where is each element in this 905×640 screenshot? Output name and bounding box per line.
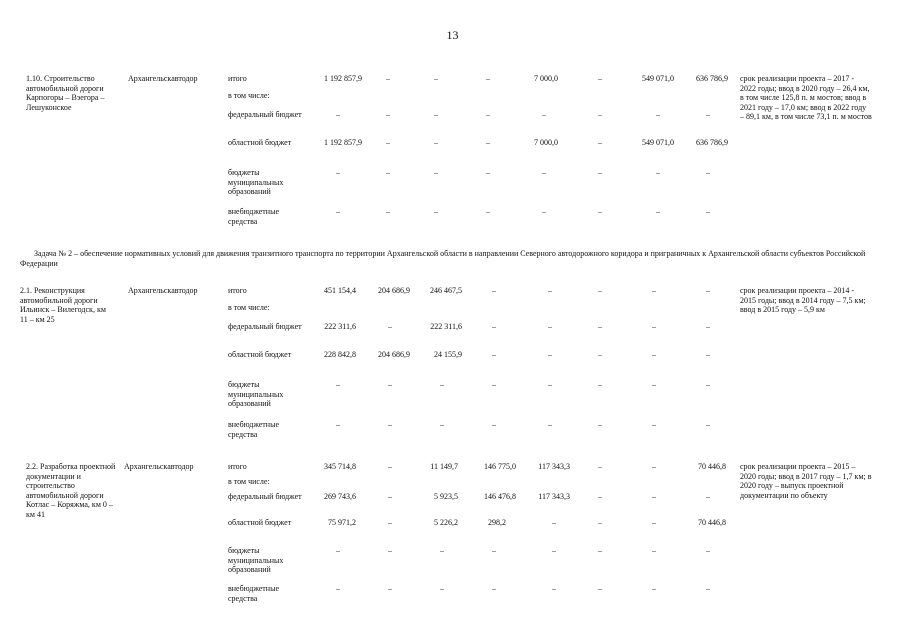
- value-cell: –: [440, 584, 444, 593]
- value-cell: –: [706, 168, 710, 177]
- task-heading: Задача № 2 – обеспечение нормативных условий для движения транзитного транспорта по территории Архангельской области в направлении Северного автодорожного коридора и приграничных к Архангельской области субъектов Российской Федерации: [20, 249, 866, 268]
- value-cell: –: [652, 380, 656, 389]
- value-cell: –: [386, 207, 390, 216]
- value-cell: –: [336, 584, 340, 593]
- source-total: итого: [228, 462, 247, 471]
- value-cell: –: [598, 492, 602, 501]
- source-total: итого: [228, 74, 247, 83]
- value-cell: 7 000,0: [534, 138, 558, 147]
- project-name: 1.10. Строительство автомобильной дороги Карпогоры – Вэегора – Лешуконское: [26, 74, 105, 112]
- value-cell: –: [434, 168, 438, 177]
- value-cell: –: [552, 546, 556, 555]
- value-cell: –: [336, 546, 340, 555]
- value-cell: –: [598, 138, 602, 147]
- source-municipal: бюджеты муниципальных образований: [228, 546, 284, 575]
- source-federal: федеральный бюджет: [228, 322, 302, 331]
- value-cell: –: [706, 584, 710, 593]
- value-cell: –: [598, 322, 602, 331]
- value-cell: 636 786,9: [696, 138, 728, 147]
- value-cell: –: [598, 518, 602, 527]
- source-extrabudgetary: внебюджетные средства: [228, 584, 279, 603]
- value-cell: 549 071,0: [642, 138, 674, 147]
- value-cell: 146 775,0: [484, 462, 516, 471]
- source-extrabudgetary: внебюджетные средства: [228, 420, 279, 439]
- project-comment: срок реализации проекта – 2014 - 2015 годы; ввод в 2014 году – 7,5 км; ввод в 2015 году – 5,9 км: [740, 286, 866, 315]
- value-cell: –: [552, 584, 556, 593]
- value-cell: 70 446,8: [698, 518, 726, 527]
- value-cell: –: [706, 322, 710, 331]
- value-cell: –: [706, 420, 710, 429]
- value-cell: 5 226,2: [434, 518, 458, 527]
- value-cell: –: [706, 546, 710, 555]
- value-cell: –: [598, 380, 602, 389]
- value-cell: –: [542, 168, 546, 177]
- value-cell: –: [492, 350, 496, 359]
- value-cell: –: [388, 584, 392, 593]
- value-cell: –: [434, 74, 438, 83]
- value-cell: –: [598, 168, 602, 177]
- value-cell: 24 155,9: [434, 350, 462, 359]
- value-cell: –: [652, 350, 656, 359]
- value-cell: –: [552, 518, 556, 527]
- value-cell: –: [656, 207, 660, 216]
- value-cell: 7 000,0: [534, 74, 558, 83]
- value-cell: 204 686,9: [378, 286, 410, 295]
- value-cell: –: [548, 420, 552, 429]
- value-cell: 117 343,3: [538, 492, 570, 501]
- value-cell: –: [706, 350, 710, 359]
- source-federal: федеральный бюджет: [228, 492, 302, 501]
- value-cell: 549 071,0: [642, 74, 674, 83]
- value-cell: –: [598, 584, 602, 593]
- value-cell: –: [388, 380, 392, 389]
- value-cell: –: [652, 420, 656, 429]
- project-name: 2.1. Реконструкция автомобильной дороги Ильинск – Вилегодск, км 11 – км 25: [20, 286, 106, 324]
- value-cell: –: [386, 74, 390, 83]
- value-cell: –: [652, 518, 656, 527]
- value-cell: –: [548, 380, 552, 389]
- value-cell: –: [492, 322, 496, 331]
- value-total: 1 192 857,9: [324, 74, 362, 83]
- value-cell: –: [706, 286, 710, 295]
- source-regional: областной бюджет: [228, 350, 292, 359]
- value-cell: 298,2: [488, 518, 506, 527]
- value-cell: 269 743,6: [324, 492, 356, 501]
- value-cell: –: [440, 420, 444, 429]
- value-cell: –: [706, 110, 710, 119]
- value-cell: –: [486, 138, 490, 147]
- project-comment: срок реализации проекта – 2017 - 2022 годы; ввод в 2020 году – 26,4 км, в том числе 125,8 п. м мостов; ввод в 2021 году – 17,0 км; ввод в 2022 году – 89,1 км, в том числе 73,1 п. м мостов: [740, 74, 872, 122]
- value-cell: 222 311,6: [324, 322, 356, 331]
- value-cell: 70 446,8: [698, 462, 726, 471]
- value-cell: –: [598, 207, 602, 216]
- value-cell: 246 467,5: [430, 286, 462, 295]
- value-cell: –: [388, 518, 392, 527]
- value-cell: –: [548, 350, 552, 359]
- value-cell: –: [388, 322, 392, 331]
- value-cell: –: [548, 286, 552, 295]
- value-cell: –: [440, 546, 444, 555]
- value-cell: –: [486, 74, 490, 83]
- project-name: 2.2. Разработка проектной документации и строительство автомобильной дороги Котлас – Коряжма, км 0 – км 41: [26, 462, 116, 519]
- value-cell: –: [486, 110, 490, 119]
- value-cell: –: [598, 462, 602, 471]
- value-cell: –: [492, 546, 496, 555]
- value-cell: –: [652, 584, 656, 593]
- value-cell: –: [386, 138, 390, 147]
- value-cell: 222 311,6: [430, 322, 462, 331]
- source-including: в том числе:: [228, 303, 270, 312]
- value-cell: –: [492, 286, 496, 295]
- value-cell: 146 476,8: [484, 492, 516, 501]
- value-cell: –: [388, 420, 392, 429]
- value-cell: –: [336, 380, 340, 389]
- source-extrabudgetary: внебюджетные средства: [228, 207, 279, 226]
- value-cell: –: [336, 110, 340, 119]
- value-cell: –: [336, 207, 340, 216]
- value-cell: –: [598, 74, 602, 83]
- source-regional: областной бюджет: [228, 138, 292, 147]
- source-total: итого: [228, 286, 247, 295]
- value-cell: –: [434, 110, 438, 119]
- value-cell: –: [336, 168, 340, 177]
- value-cell: –: [652, 546, 656, 555]
- value-cell: –: [434, 138, 438, 147]
- value-cell: –: [598, 286, 602, 295]
- organization: Архангельскавтодор: [124, 462, 194, 471]
- value-cell: –: [652, 492, 656, 501]
- organization: Архангельскавтодор: [128, 74, 198, 83]
- value-cell: –: [706, 380, 710, 389]
- value-cell: –: [652, 286, 656, 295]
- source-federal: федеральный бюджет: [228, 110, 302, 119]
- source-regional: областной бюджет: [228, 518, 292, 527]
- value-cell: –: [492, 380, 496, 389]
- value-cell: 228 842,8: [324, 350, 356, 359]
- value-total: 451 154,4: [324, 286, 356, 295]
- organization: Архангельскавтодор: [128, 286, 198, 295]
- value-cell: –: [656, 168, 660, 177]
- value-cell: –: [598, 420, 602, 429]
- value-cell: 75 971,2: [328, 518, 356, 527]
- value-cell: –: [542, 207, 546, 216]
- value-cell: –: [336, 420, 340, 429]
- value-cell: –: [486, 168, 490, 177]
- source-municipal: бюджеты муниципальных образований: [228, 168, 284, 197]
- value-cell: –: [706, 207, 710, 216]
- value-cell: 11 149,7: [430, 462, 458, 471]
- source-including: в том числе:: [228, 477, 270, 486]
- page-number: 13: [446, 28, 459, 42]
- value-cell: –: [386, 110, 390, 119]
- value-cell: –: [434, 207, 438, 216]
- value-cell: –: [388, 462, 392, 471]
- value-cell: –: [492, 420, 496, 429]
- value-cell: 5 923,5: [434, 492, 458, 501]
- source-municipal: бюджеты муниципальных образований: [228, 380, 284, 409]
- value-cell: –: [652, 462, 656, 471]
- value-cell: –: [598, 110, 602, 119]
- value-cell: –: [548, 322, 552, 331]
- value-cell: –: [598, 350, 602, 359]
- source-including: в том числе:: [228, 91, 270, 100]
- value-cell: –: [656, 110, 660, 119]
- value-cell: –: [492, 584, 496, 593]
- value-cell: –: [542, 110, 546, 119]
- value-cell: 204 686,9: [378, 350, 410, 359]
- value-cell: –: [388, 492, 392, 501]
- value-cell: 117 343,3: [538, 462, 570, 471]
- value-cell: –: [652, 322, 656, 331]
- value-total: 345 714,8: [324, 462, 356, 471]
- value-cell: –: [388, 546, 392, 555]
- value-cell: –: [598, 546, 602, 555]
- value-cell: –: [440, 380, 444, 389]
- project-comment: срок реализации проекта – 2015 – 2020 годы; ввод в 2017 году – 1,7 км; в 2020 году – выпуск проектной документации по объекту: [740, 462, 872, 500]
- value-cell: –: [706, 492, 710, 501]
- value-cell: 1 192 857,9: [324, 138, 362, 147]
- value-cell: –: [486, 207, 490, 216]
- value-cell: –: [386, 168, 390, 177]
- value-cell: 636 786,9: [696, 74, 728, 83]
